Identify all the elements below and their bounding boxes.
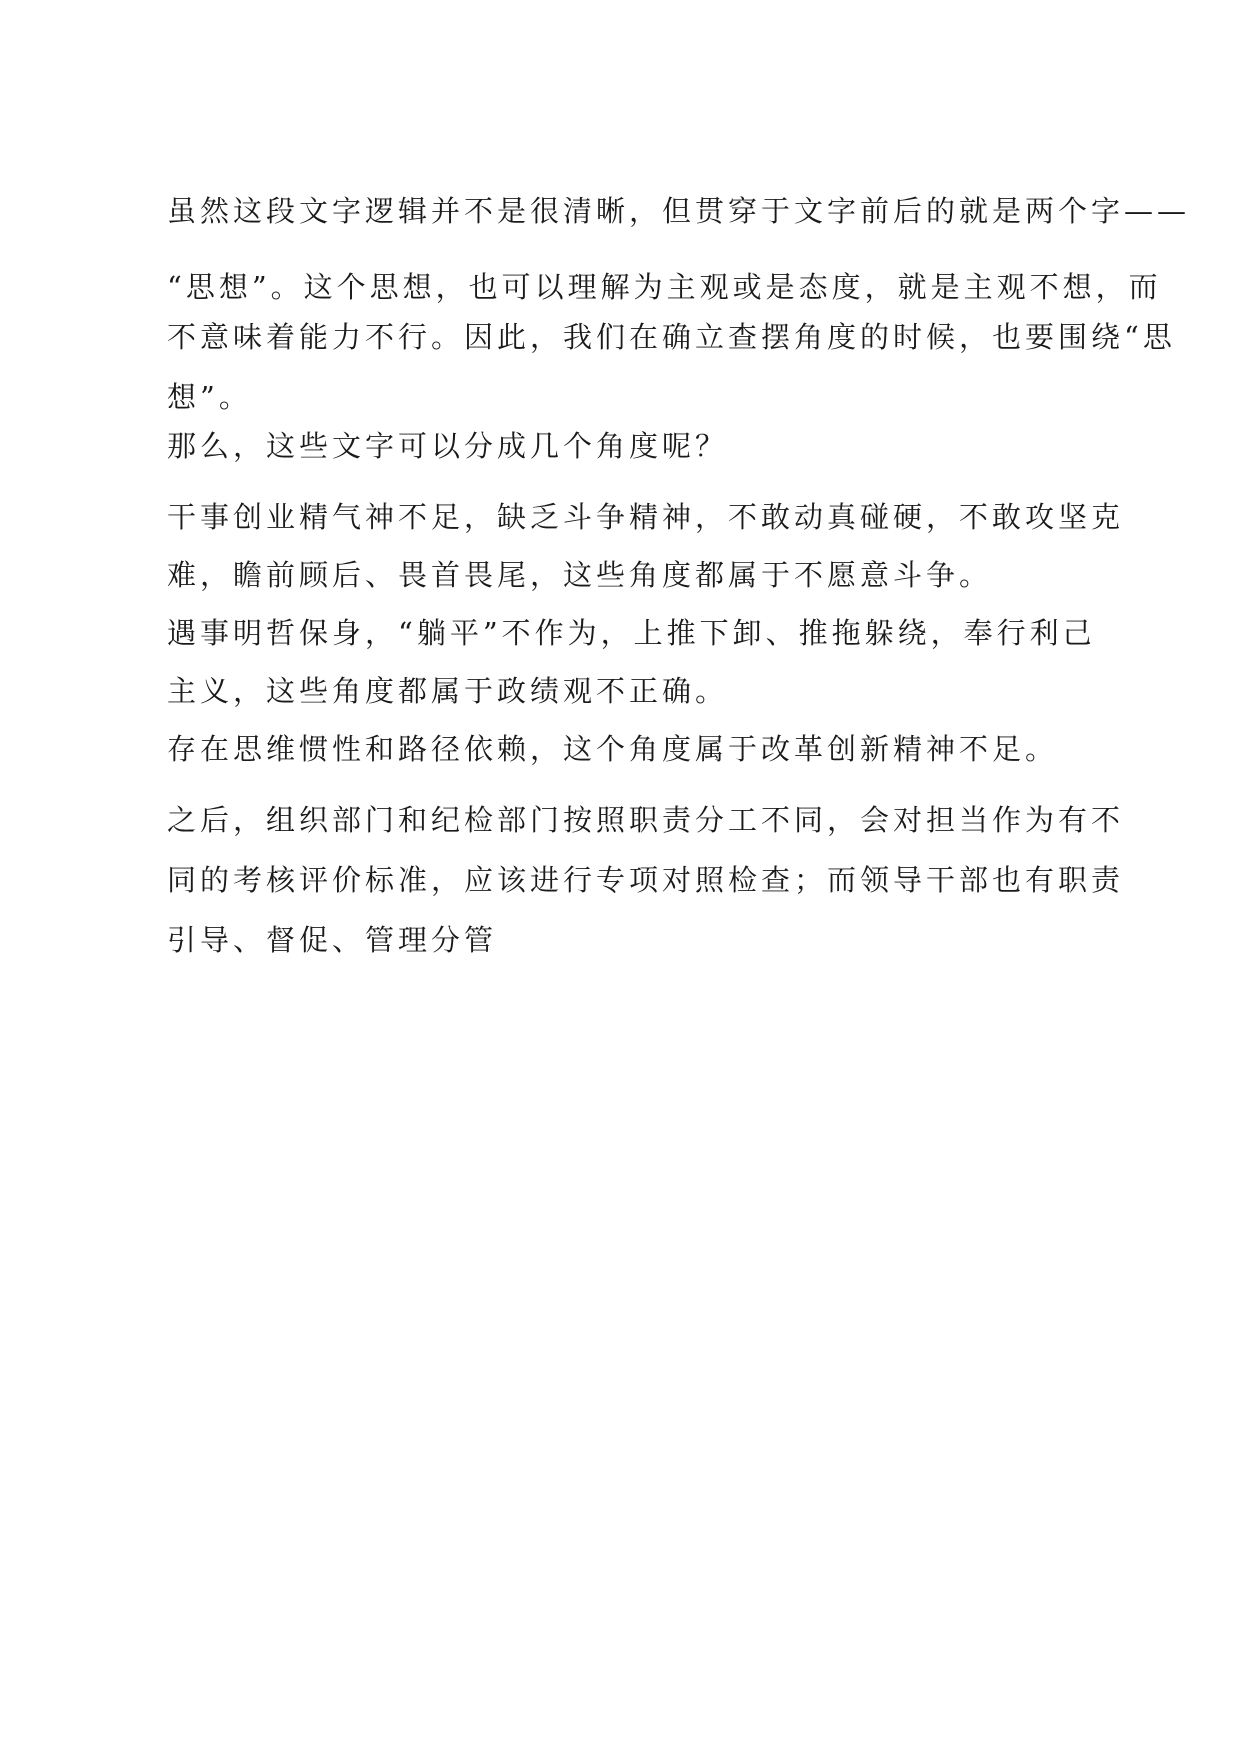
paragraph-line: 主义，这些角度都属于政绩观不正确。 (167, 674, 729, 708)
paragraph-line: 同的考核评价标准，应该进行专项对照检查；而领导干部也有职责 (167, 863, 1125, 897)
paragraph-line: 那么，这些文字可以分成几个角度呢？ (167, 429, 729, 463)
paragraph-line: 难，瞻前顾后、畏首畏尾，这些角度都属于不愿意斗争。 (167, 558, 993, 592)
paragraph-line: 虽然这段文字逻辑并不是很清晰，但贯穿于文字前后的就是两个字—— (167, 194, 1191, 228)
paragraph-line: 想”。 (167, 380, 252, 414)
paragraph-line: 引导、督促、管理分管 (167, 923, 498, 957)
paragraph-line: 遇事明哲保身，“躺平”不作为，上推下卸、推拖躲绕，奉行利己 (167, 616, 1096, 650)
paragraph-line: 存在思维惯性和路径依赖，这个角度属于改革创新精神不足。 (167, 732, 1059, 766)
paragraph-line: 干事创业精气神不足，缺乏斗争精神，不敢动真碰硬，不敢攻坚克 (167, 500, 1125, 534)
paragraph-line: 之后，组织部门和纪检部门按照职责分工不同，会对担当作为有不 (167, 803, 1125, 837)
paragraph-line: 不意味着能力不行。因此，我们在确立查摆角度的时候，也要围绕“思 (167, 320, 1176, 354)
paragraph-line: “思想”。这个思想，也可以理解为主观或是态度，就是主观不想，而 (167, 270, 1162, 304)
